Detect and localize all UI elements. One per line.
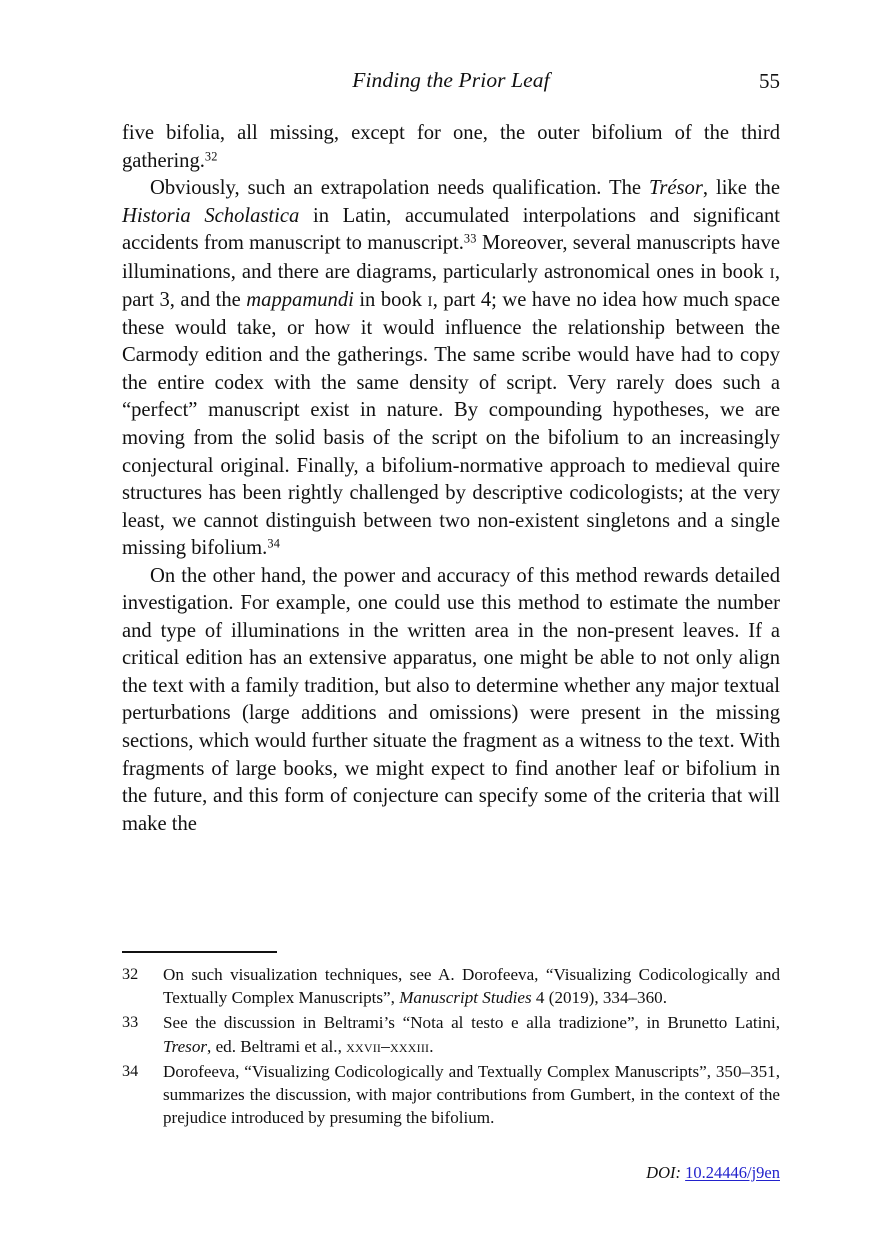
footnote-reference[interactable]: 32 [204,149,218,164]
running-head [122,68,780,102]
italic-title: Manuscript Studies [399,988,532,1008]
footnote-item [122,1011,780,1057]
italic-title: Historia Scholastica [122,204,300,227]
body-paragraph: On the other hand, the power and accuracy of this method rewards detailed investigation. For example, one could use this method to estimate the number and type of illuminations in the written area in the non-present leaves. If a critical edition has an extensive apparatus, one might be able to not only align the text with a family tradition, but also to determine whether any major textual perturbations (large additions and omissions) were present in the missing sections, which would further situate the fragment as a witness to the text. With fragments of large books, we might expect to find another leaf or bifolium in the future, and this form of conjecture can specify some of the criteria that will make the [122,564,780,835]
footnote-number: 33 [122,1013,139,1032]
footnote-text: Dorofeeva, “Visualizing Codicologically and Textually Complex Manuscripts”, 350–351, summarizes the discussion, with major contributions from Gumbert, in the context of the prejudice introduced by presuming the bifolium. [163,1061,780,1128]
footnote-list [122,963,780,1131]
doi-line [122,1163,780,1183]
footnote-text: On such visualization techniques, see A. Dorofeeva, “Visualizing Codicologically and Textually Complex Manuscripts”, Manuscript Studies 4 (2019), 334–360. [163,965,780,1008]
small-caps-numeral: i [769,258,775,283]
body-paragraph: Obviously, such an extrapolation needs qualification. The Trésor, like the Historia Scholastica in Latin, accumulated interpolations and significant accidents from manuscript to manuscript.$^{33}$ Moreover, several manuscripts have illuminations, and there are diagrams, particularly astronomical ones in book i, part 3, and the mappamundi in book i, part 4; we have no idea how much space these would take, or how it would influence the relationship between the Carmody edition and the gatherings. The same scribe would have had to copy the entire codex with the same density of script. Very rarely does such a “perfect” manuscript exist in nature. By compounding hypotheses, we are moving from the solid basis of the script on the bifolium to an increasingly conjectural original. Finally, a bifolium-normative approach to medieval quire structures has been rightly challenged by descriptive codicologists; at the very least, we cannot distinguish between two non-existent singletons and a single missing bifolium.$^{34}$ [122,177,781,560]
running-head-title: Finding the Prior Leaf [352,68,550,92]
italic-title: Trésor [649,177,703,200]
italic-title: Tresor [163,1036,208,1056]
small-caps-numeral: xxvii–xxxiii [346,1035,430,1056]
footnote-reference[interactable]: 34 [267,536,281,551]
page-number: 55 [759,69,780,93]
italic-title: mappamundi [246,289,354,312]
footnote-text: See the discussion in Beltrami’s “Nota al testo e alla tradizione”, in Brunetto Latini, Tresor, ed. Beltrami et al., xxvii–xxxiii. [163,1013,780,1056]
footnote-item [122,1060,780,1130]
footnote-number: 32 [122,965,139,983]
body-text-block [122,120,780,838]
body-paragraph: five bifolia, all missing, except for one, the outer bifolium of the third gathering.$^{32}$ [122,122,780,172]
footnote-separator-rule [122,951,277,953]
small-caps-numeral: i [427,287,433,312]
footnote-reference[interactable]: 33 [463,231,477,246]
footnote-number: 34 [122,1061,139,1080]
doi-link[interactable]: 10.24446/j9en [685,1163,780,1182]
footnote-item [122,963,780,1009]
doi-label: DOI: [646,1163,681,1182]
